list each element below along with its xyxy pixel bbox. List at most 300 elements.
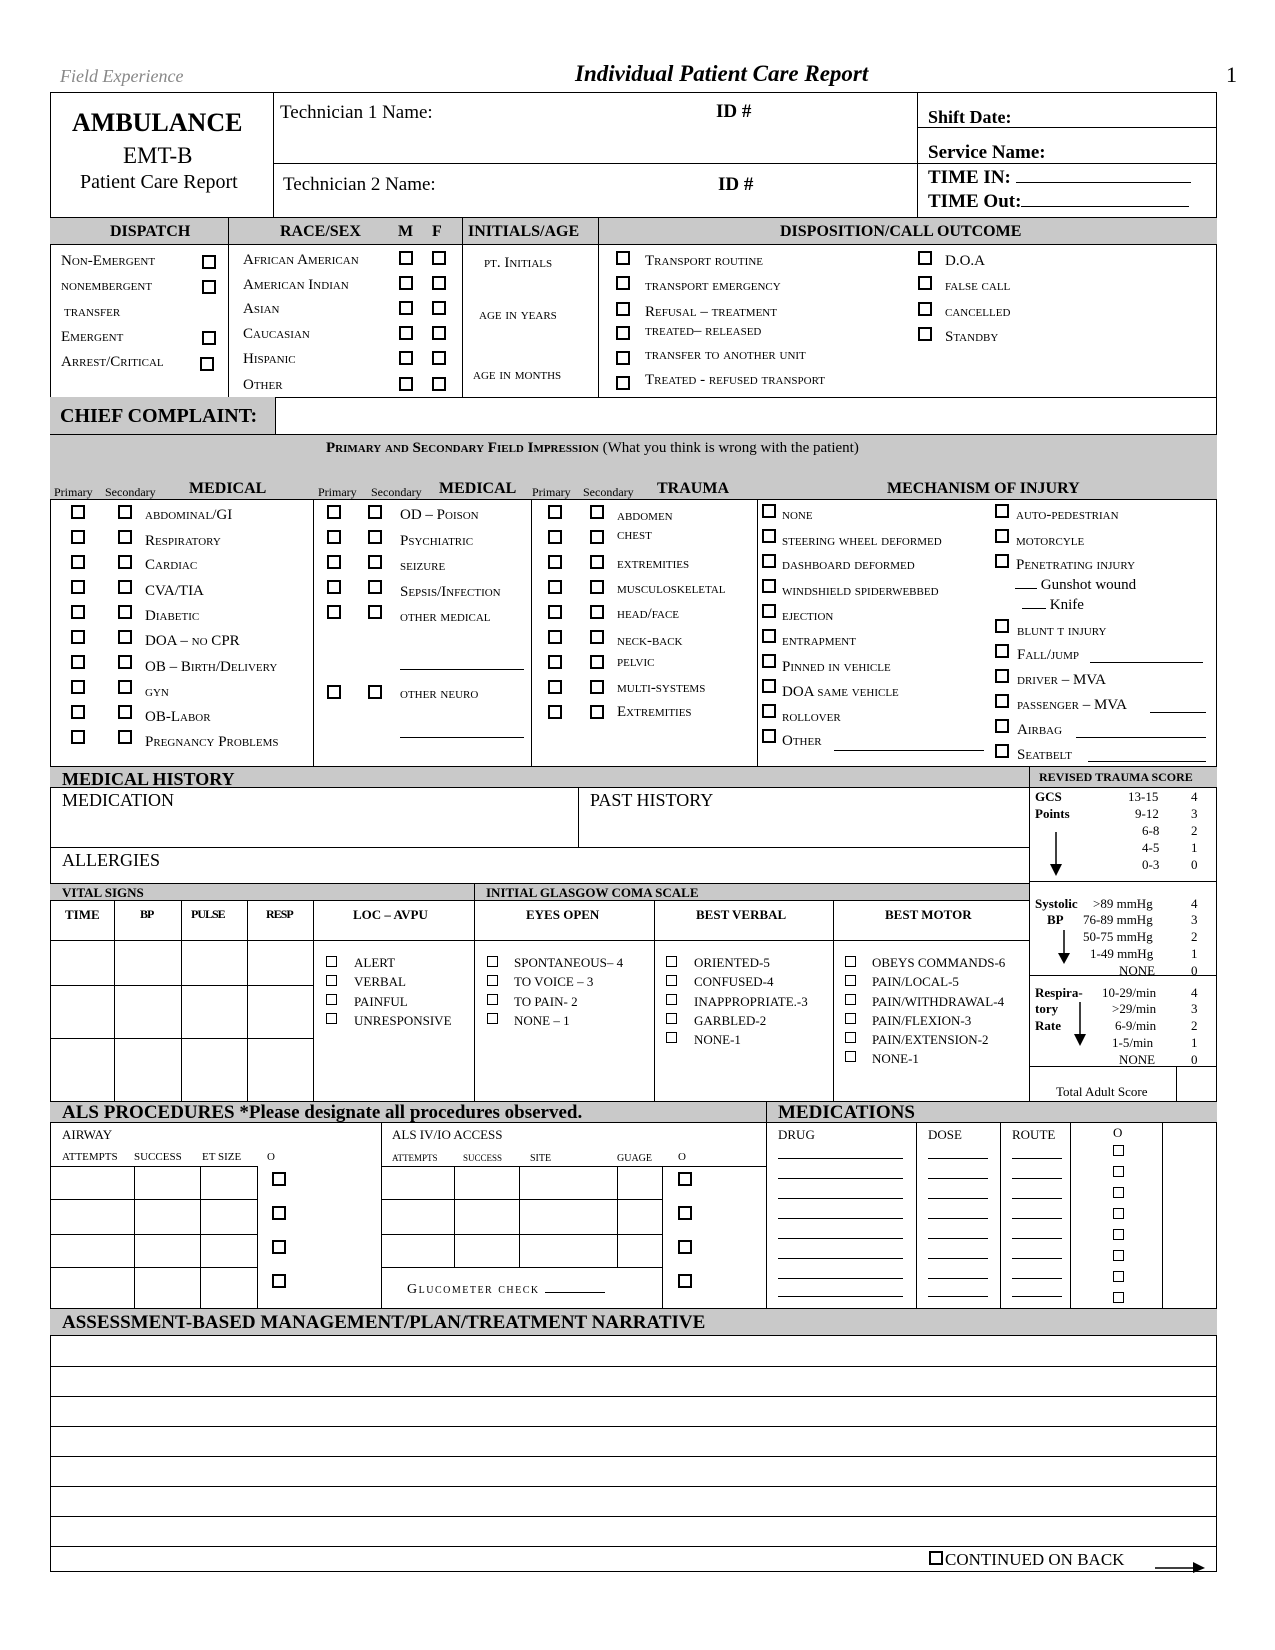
primary-checkbox[interactable] — [71, 580, 85, 594]
moi-item: DOA same vehicle — [782, 684, 899, 700]
rts-sbp-range: 50-75 mmHg — [1083, 929, 1153, 944]
race-f-checkbox[interactable] — [432, 377, 446, 391]
moi-item: motorcyle — [1016, 533, 1085, 549]
moi-item: Penetrating injury — [1016, 557, 1136, 573]
pcr-label: Patient Care Report — [80, 171, 238, 193]
disposition-checkbox[interactable] — [616, 376, 630, 390]
primary-checkbox[interactable] — [548, 655, 562, 669]
rts-score: 1 — [1191, 946, 1198, 961]
race-f-checkbox[interactable] — [432, 301, 446, 315]
race-f-checkbox[interactable] — [432, 251, 446, 265]
rts-title: REVISED TRAUMA SCORE — [1039, 770, 1193, 784]
gcs-eyes-item: NONE – 1 — [514, 1013, 570, 1028]
shift-date-label: Shift Date: — [928, 107, 1012, 127]
page-number: 1 — [1226, 62, 1237, 87]
gcs-verbal-item: NONE-1 — [694, 1032, 741, 1047]
rts-score: 0 — [1191, 963, 1198, 978]
moi-item: Fall/jump — [1017, 647, 1080, 663]
rts-gcs-range: 6-8 — [1142, 823, 1160, 838]
race-f-checkbox[interactable] — [432, 276, 446, 290]
moi-item: blunt t injury — [1017, 623, 1107, 639]
moi-item: entrapment — [782, 633, 856, 649]
rts-score: 3 — [1191, 912, 1198, 927]
disposition-item: Transport routine — [645, 253, 763, 269]
other-medical-line[interactable] — [400, 669, 524, 670]
gcs-motor-checkbox[interactable] — [845, 975, 856, 986]
disposition-item: treated– released — [645, 323, 762, 339]
medical-title: MEDICAL — [189, 480, 267, 497]
medical-item: DOA – no CPR — [145, 633, 240, 649]
gcs-verbal-item: ORIENTED-5 — [694, 955, 770, 970]
trauma-item: chest — [617, 527, 652, 543]
disposition-title: DISPOSITION/CALL OUTCOME — [780, 223, 1022, 240]
loc-title: LOC – AVPU — [353, 907, 428, 922]
primary-checkbox[interactable] — [548, 680, 562, 694]
rts-gcs-range: 0-3 — [1142, 857, 1160, 872]
race-m-checkbox[interactable] — [399, 351, 413, 365]
dispatch-checkbox[interactable] — [202, 331, 216, 345]
secondary-checkbox[interactable] — [590, 555, 604, 569]
dispatch-header-bar — [50, 217, 1217, 245]
race-title: RACE/SEX — [280, 223, 361, 240]
rts-rr-range: 6-9/min — [1115, 1018, 1157, 1033]
race-item: Caucasian — [243, 326, 310, 342]
primary-checkbox[interactable] — [548, 505, 562, 519]
arrow-down-icon — [1048, 832, 1064, 878]
dispatch-title: DISPATCH — [110, 223, 191, 240]
moi-checkbox[interactable] — [995, 669, 1009, 683]
gcs-title: INITIAL GLASGOW COMA SCALE — [486, 885, 699, 900]
gcs-motor-checkbox[interactable] — [845, 1032, 856, 1043]
med-observed-checkbox[interactable] — [1113, 1187, 1124, 1198]
trauma-item: Extremities — [617, 704, 692, 720]
moi-checkbox[interactable] — [995, 644, 1009, 658]
gcs-motor-title: BEST MOTOR — [885, 907, 972, 922]
gcs-verbal-checkbox[interactable] — [666, 956, 677, 967]
disposition-item: Treated - refused transport — [645, 372, 825, 388]
gcs-motor-checkbox[interactable] — [845, 994, 856, 1005]
race-m-checkbox[interactable] — [399, 326, 413, 340]
header-field-experience: Field Experience — [60, 66, 184, 86]
race-f: F — [432, 223, 442, 240]
primary-checkbox[interactable] — [71, 630, 85, 644]
vitals-pulse-cell[interactable] — [183, 942, 246, 984]
moi-checkbox[interactable] — [762, 629, 776, 643]
knife-field[interactable] — [1022, 608, 1046, 609]
moi-checkbox[interactable] — [762, 529, 776, 543]
gcs-eyes-checkbox[interactable] — [487, 1013, 498, 1024]
moi-checkbox[interactable] — [995, 619, 1009, 633]
secondary-checkbox[interactable] — [590, 605, 604, 619]
secondary-checkbox[interactable] — [590, 680, 604, 694]
trauma-item: neck-back — [617, 633, 683, 649]
moi-other-line[interactable] — [834, 750, 984, 751]
race-m: M — [398, 223, 414, 240]
meds-col-drug: DRUG — [778, 1127, 815, 1142]
moi-item: none — [782, 507, 813, 523]
moi-item: Seatbelt — [1017, 747, 1072, 763]
disposition-item: transfer to another unit — [645, 347, 806, 363]
impression-title: Primary and Secondary Field Impression — [326, 440, 599, 456]
gcs-verbal-checkbox[interactable] — [666, 1032, 677, 1043]
airway-observed-checkbox[interactable] — [272, 1172, 286, 1186]
iv-col-attempts: ATTEMPTS — [392, 1153, 438, 1163]
secondary-checkbox[interactable] — [118, 505, 132, 519]
dispatch-checkbox[interactable] — [200, 357, 214, 371]
primary-checkbox[interactable] — [71, 605, 85, 619]
vitals-col-bp: BP — [140, 907, 154, 921]
med-observed-checkbox[interactable] — [1113, 1208, 1124, 1219]
secondary-checkbox[interactable] — [118, 555, 132, 569]
iv-col-site: SITE — [530, 1153, 552, 1164]
rts-score: 4 — [1191, 789, 1198, 804]
narrative-field[interactable] — [52, 1338, 1215, 1544]
rts-gcs-range: 9-12 — [1135, 806, 1159, 821]
med-observed-checkbox[interactable] — [1113, 1271, 1124, 1282]
primary-checkbox[interactable] — [548, 555, 562, 569]
primary-checkbox[interactable] — [327, 685, 341, 699]
rts-sbp-range: 76-89 mmHg — [1083, 912, 1153, 927]
time-in-field[interactable] — [1016, 182, 1191, 183]
gcs-eyes-checkbox[interactable] — [487, 956, 498, 967]
moi-item: dashboard deformed — [782, 557, 915, 573]
primary-checkbox[interactable] — [71, 680, 85, 694]
race-item: American Indian — [243, 277, 349, 293]
gcs-motor-item: NONE-1 — [872, 1051, 919, 1066]
total-score-field[interactable] — [1178, 1068, 1215, 1099]
airway-observed-checkbox[interactable] — [272, 1206, 286, 1220]
moi-item: Other — [782, 733, 822, 749]
chief-complaint-field[interactable] — [278, 400, 1213, 432]
airway-observed-checkbox[interactable] — [272, 1274, 286, 1288]
rts-rr-range: 10-29/min — [1102, 985, 1157, 1000]
seatbelt-line[interactable] — [1088, 761, 1206, 762]
rts-rr-label3: Rate — [1035, 1018, 1061, 1033]
gcs-eyes-item: TO VOICE – 3 — [514, 974, 594, 989]
disposition-item: false call — [945, 278, 1011, 294]
initials-title: INITIALS/AGE — [468, 223, 580, 240]
primary-checkbox[interactable] — [548, 580, 562, 594]
rts-score: 3 — [1191, 1001, 1198, 1016]
allergies-label: ALLERGIES — [62, 850, 160, 870]
airway-observed-checkbox[interactable] — [272, 1240, 286, 1254]
secondary-checkbox[interactable] — [368, 530, 382, 544]
meds-col-o: O — [1113, 1125, 1123, 1140]
moi-item: steering wheel deformed — [782, 533, 942, 549]
avpu-checkbox[interactable] — [326, 994, 337, 1005]
rts-score: 4 — [1191, 985, 1198, 1000]
time-in-label: TIME IN: — [928, 167, 1011, 188]
gunshot-field[interactable] — [1015, 588, 1037, 589]
med-observed-checkbox[interactable] — [1113, 1250, 1124, 1261]
race-f-checkbox[interactable] — [432, 326, 446, 340]
moi-item: passenger – MVA — [1017, 697, 1128, 713]
secondary-checkbox[interactable] — [368, 605, 382, 619]
primary-checkbox[interactable] — [548, 605, 562, 619]
disposition-checkbox[interactable] — [616, 302, 630, 316]
vitals-col-pulse: PULSE — [191, 907, 225, 921]
continued-label: CONTINUED ON BACK — [945, 1550, 1125, 1569]
moi-checkbox[interactable] — [762, 579, 776, 593]
medical-item: Diabetic — [145, 608, 200, 624]
primary-checkbox[interactable] — [548, 530, 562, 544]
moi-checkbox[interactable] — [762, 504, 776, 518]
vitals-title: VITAL SIGNS — [62, 885, 144, 900]
primary-checkbox[interactable] — [71, 705, 85, 719]
disposition-checkbox[interactable] — [918, 327, 932, 341]
secondary-label: Secondary — [371, 485, 422, 499]
tech2-name-field[interactable] — [460, 168, 715, 212]
moi-checkbox[interactable] — [762, 604, 776, 618]
secondary-checkbox[interactable] — [368, 685, 382, 699]
secondary-checkbox[interactable] — [590, 705, 604, 719]
history-title: MEDICAL HISTORY — [62, 769, 235, 789]
vitals-resp-cell[interactable] — [249, 942, 312, 984]
medical-item: Sepsis/Infection — [400, 584, 501, 600]
vitals-col-time: TIME — [65, 907, 100, 922]
gcs-eyes-checkbox[interactable] — [487, 994, 498, 1005]
gcs-eyes-checkbox[interactable] — [487, 975, 498, 986]
primary-checkbox[interactable] — [548, 630, 562, 644]
continued-checkbox[interactable] — [929, 1551, 943, 1565]
gcs-motor-checkbox[interactable] — [845, 956, 856, 967]
gcs-motor-checkbox[interactable] — [845, 1051, 856, 1062]
dispatch-checkbox[interactable] — [202, 255, 216, 269]
time-out-label: TIME Out: — [928, 191, 1022, 212]
secondary-checkbox[interactable] — [118, 530, 132, 544]
med-observed-checkbox[interactable] — [1113, 1145, 1124, 1156]
medical-item: seizure — [400, 558, 446, 574]
rts-points-label: Points — [1035, 806, 1070, 821]
avpu-checkbox[interactable] — [326, 956, 337, 967]
moi-item: driver – MVA — [1017, 672, 1107, 688]
moi-checkbox[interactable] — [762, 704, 776, 718]
secondary-checkbox[interactable] — [118, 730, 132, 744]
iv-observed-checkbox[interactable] — [678, 1274, 692, 1288]
glucometer-field[interactable] — [545, 1292, 605, 1293]
secondary-checkbox[interactable] — [118, 630, 132, 644]
moi-checkbox[interactable] — [995, 529, 1009, 543]
airway-label: AIRWAY — [62, 1127, 113, 1142]
rts-score: 2 — [1191, 1018, 1198, 1033]
rts-rr-label: Respira- — [1035, 985, 1083, 1000]
moi-item: ejection — [782, 608, 834, 624]
airway-col-success: SUCCESS — [134, 1151, 182, 1163]
primary-checkbox[interactable] — [327, 605, 341, 619]
primary-checkbox[interactable] — [327, 555, 341, 569]
iv-observed-checkbox[interactable] — [678, 1206, 692, 1220]
primary-checkbox[interactable] — [548, 705, 562, 719]
past-history-field[interactable] — [584, 810, 1024, 845]
primary-checkbox[interactable] — [71, 655, 85, 669]
airway-col-o: O — [267, 1151, 275, 1163]
rts-gcs-range: 13-15 — [1128, 789, 1159, 804]
primary-checkbox[interactable] — [71, 555, 85, 569]
secondary-checkbox[interactable] — [118, 580, 132, 594]
med-observed-checkbox[interactable] — [1113, 1229, 1124, 1240]
gcs-verbal-checkbox[interactable] — [666, 994, 677, 1005]
race-m-checkbox[interactable] — [399, 276, 413, 290]
moi-checkbox[interactable] — [762, 654, 776, 668]
vitals-bp-cell[interactable] — [116, 942, 180, 984]
medical-item: Psychiatric — [400, 533, 474, 549]
secondary-checkbox[interactable] — [590, 530, 604, 544]
gcs-verbal-checkbox[interactable] — [666, 975, 677, 986]
gcs-eyes-title: EYES OPEN — [526, 907, 600, 922]
rts-rr-range: >29/min — [1112, 1001, 1157, 1016]
medical-item: OB-Labor — [145, 709, 211, 725]
airway-col-etsize: ET SIZE — [202, 1151, 242, 1163]
moi-checkbox[interactable] — [995, 504, 1009, 518]
primary-checkbox[interactable] — [327, 530, 341, 544]
rts-rr-label2: tory — [1035, 1001, 1059, 1016]
fall-line[interactable] — [1090, 662, 1203, 663]
medical-item: OB – Birth/Delivery — [145, 659, 278, 675]
rts-score: 0 — [1191, 857, 1198, 872]
secondary-checkbox[interactable] — [118, 705, 132, 719]
med-observed-checkbox[interactable] — [1113, 1166, 1124, 1177]
gcs-motor-item: PAIN/LOCAL-5 — [872, 974, 959, 989]
trauma-item: head/face — [617, 606, 680, 622]
secondary-checkbox[interactable] — [590, 630, 604, 644]
trauma-item: musculoskeletal — [617, 581, 726, 597]
disposition-checkbox[interactable] — [918, 302, 932, 316]
time-out-field[interactable] — [1021, 206, 1189, 207]
dispatch-checkbox[interactable] — [202, 280, 216, 294]
race-m-checkbox[interactable] — [399, 251, 413, 265]
moi-checkbox[interactable] — [995, 719, 1009, 733]
tech1-label: Technician 1 Name: — [280, 102, 433, 123]
iv-observed-checkbox[interactable] — [678, 1240, 692, 1254]
trauma-item: abdomen — [617, 508, 673, 524]
gcs-motor-checkbox[interactable] — [845, 1013, 856, 1024]
race-item: Hispanic — [243, 351, 296, 367]
disposition-checkbox[interactable] — [616, 326, 630, 340]
avpu-item: VERBAL — [354, 974, 406, 989]
other-neuro-line[interactable] — [400, 737, 524, 738]
ambulance-label: AMBULANCE — [72, 108, 243, 137]
airway-attempts-cell[interactable] — [52, 1168, 133, 1198]
moi-title: MECHANISM OF INJURY — [887, 480, 1080, 497]
disposition-item: Standby — [945, 329, 999, 345]
meds-col-dose: DOSE — [928, 1127, 962, 1142]
primary-checkbox[interactable] — [327, 580, 341, 594]
rts-rr-range: 1-5/min — [1112, 1035, 1154, 1050]
tech2-id-label: ID # — [718, 174, 754, 195]
secondary-checkbox[interactable] — [118, 605, 132, 619]
avpu-item: ALERT — [354, 955, 396, 970]
secondary-checkbox[interactable] — [368, 580, 382, 594]
disposition-checkbox[interactable] — [616, 276, 630, 290]
primary-checkbox[interactable] — [71, 505, 85, 519]
avpu-item: PAINFUL — [354, 994, 408, 1009]
meds-col-route: ROUTE — [1012, 1127, 1056, 1142]
rts-sbp-range: 1-49 mmHg — [1090, 946, 1154, 961]
chief-complaint-label: CHIEF COMPLAINT: — [60, 405, 258, 427]
trauma-item: multi-systems — [617, 680, 706, 696]
moi-item: Airbag — [1017, 722, 1063, 738]
medical-item: gyn — [145, 684, 169, 700]
rts-gcs-range: 4-5 — [1142, 840, 1160, 855]
iv-col-o: O — [678, 1151, 686, 1163]
primary-label: Primary — [54, 485, 93, 499]
iv-label: ALS IV/IO ACCESS — [392, 1127, 503, 1142]
rts-sbp-range: NONE — [1119, 963, 1156, 978]
secondary-checkbox[interactable] — [368, 505, 382, 519]
medical-item: other neuro — [400, 686, 479, 702]
airway-col-attempts: ATTEMPTS — [62, 1151, 118, 1163]
moi-checkbox[interactable] — [995, 694, 1009, 708]
moi-checkbox[interactable] — [762, 679, 776, 693]
race-m-checkbox[interactable] — [399, 377, 413, 391]
medical-item: Pregnancy Problems — [145, 734, 279, 750]
disposition-item: transport emergency — [645, 278, 781, 294]
medical-item: Cardiac — [145, 557, 198, 573]
vitals-time-cell[interactable] — [52, 942, 113, 984]
rts-score: 2 — [1191, 823, 1198, 838]
dispatch-item: transfer — [64, 304, 121, 320]
iv-observed-checkbox[interactable] — [678, 1172, 692, 1186]
moi-checkbox[interactable] — [762, 554, 776, 568]
rts-score: 2 — [1191, 929, 1198, 944]
disposition-checkbox[interactable] — [918, 251, 932, 265]
rts-sbp-label2: BP — [1047, 912, 1064, 927]
secondary-checkbox[interactable] — [118, 655, 132, 669]
secondary-label: Secondary — [105, 485, 156, 499]
disposition-checkbox[interactable] — [616, 251, 630, 265]
avpu-checkbox[interactable] — [326, 1013, 337, 1024]
medical-title: MEDICAL — [439, 480, 517, 497]
primary-checkbox[interactable] — [71, 730, 85, 744]
disposition-checkbox[interactable] — [616, 351, 630, 365]
moi-checkbox[interactable] — [762, 729, 776, 743]
gcs-verbal-checkbox[interactable] — [666, 1013, 677, 1024]
secondary-checkbox[interactable] — [590, 505, 604, 519]
med-observed-checkbox[interactable] — [1113, 1292, 1124, 1303]
gcs-verbal-item: INAPPROPRIATE.-3 — [694, 994, 808, 1009]
primary-checkbox[interactable] — [71, 530, 85, 544]
medical-item: Respiratory — [145, 533, 221, 549]
secondary-checkbox[interactable] — [368, 555, 382, 569]
primary-label: Primary — [318, 485, 357, 499]
moi-checkbox[interactable] — [995, 744, 1009, 758]
rts-score: 3 — [1191, 806, 1198, 821]
secondary-checkbox[interactable] — [590, 655, 604, 669]
airbag-line[interactable] — [1076, 737, 1206, 738]
iv-col-success: SUCCESS — [463, 1153, 503, 1163]
race-m-checkbox[interactable] — [399, 301, 413, 315]
secondary-checkbox[interactable] — [118, 680, 132, 694]
moi-checkbox[interactable] — [995, 554, 1009, 568]
medication-field[interactable] — [55, 810, 573, 845]
rts-score: 1 — [1191, 840, 1198, 855]
knife-label: Knife — [1049, 597, 1084, 613]
tech1-name-field[interactable] — [455, 97, 715, 157]
age-months-label: age in months — [473, 367, 562, 383]
tech2-label: Technician 2 Name: — [283, 174, 436, 195]
secondary-checkbox[interactable] — [590, 580, 604, 594]
passenger-line[interactable] — [1150, 712, 1206, 713]
gcs-motor-item: PAIN/EXTENSION-2 — [872, 1032, 989, 1047]
disposition-checkbox[interactable] — [918, 276, 932, 290]
narrative-title: ASSESSMENT-BASED MANAGEMENT/PLAN/TREATMENT NARRATIVE — [62, 1312, 706, 1333]
primary-checkbox[interactable] — [327, 505, 341, 519]
arrow-right-icon — [1155, 1560, 1207, 1574]
allergies-field[interactable] — [180, 850, 1025, 880]
avpu-checkbox[interactable] — [326, 975, 337, 986]
race-f-checkbox[interactable] — [432, 351, 446, 365]
gcs-eyes-item: TO PAIN- 2 — [514, 994, 578, 1009]
